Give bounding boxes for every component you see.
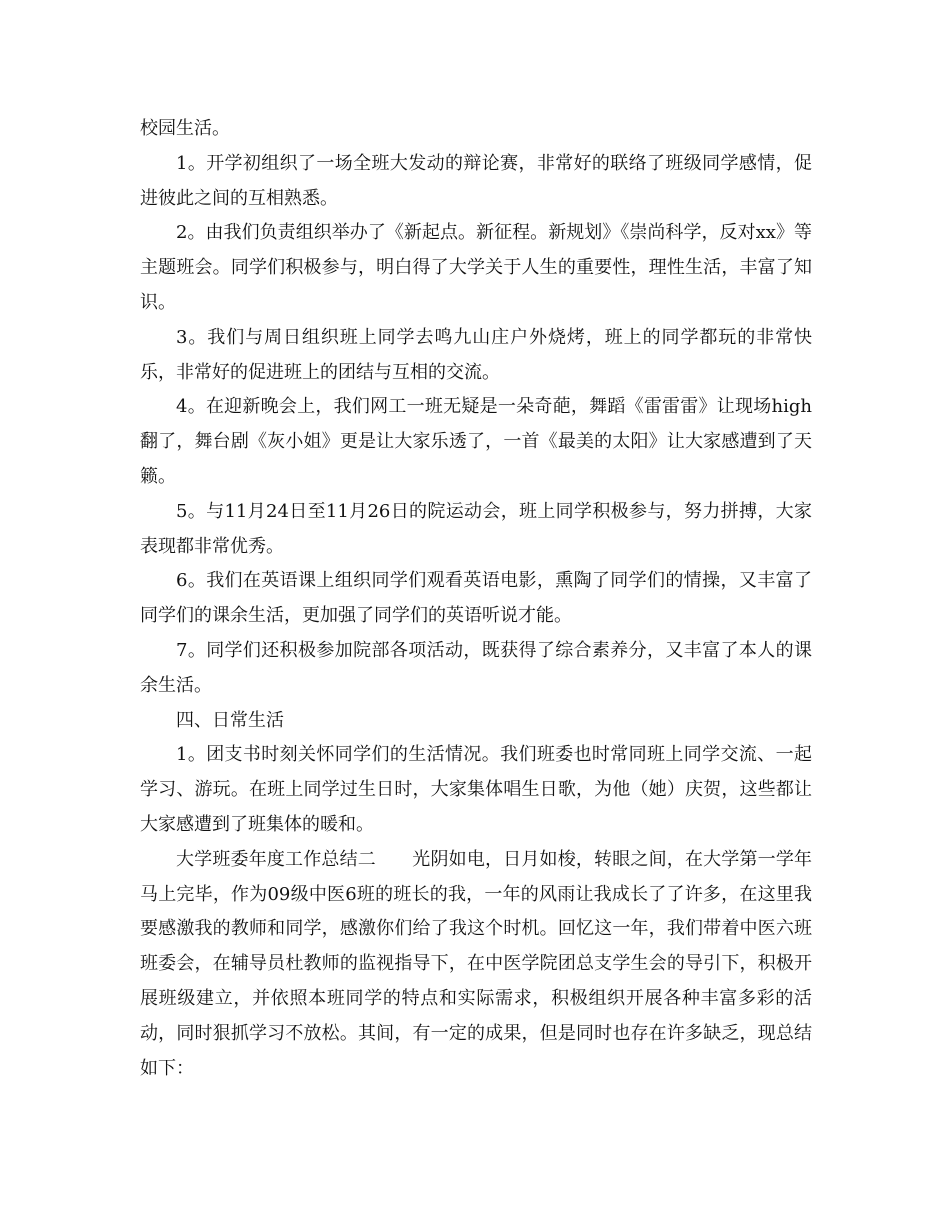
paragraph-item-6-english: 6。我们在英语课上组织同学们观看英语电影，熏陶了同学们的情操，又丰富了同学们的课余生活，更加强了同学们的英语听说才能。 [140,570,812,627]
paragraph-item-3-barbecue: 3。我们与周日组织班上同学去鸣九山庄户外烧烤，班上的同学都玩的非常快乐，非常好的促进班上的团结与互相的交流。 [140,326,812,383]
document-body [140,112,812,1086]
section-heading-daily-life: 四、日常生活 [176,709,284,731]
paragraph-summary-two: 大学班委年度工作总结二 光阴如电，日月如梭，转眼之间，在大学第一学年马上完毕，作为09级中医6班的班长的我，一年的风雨让我成长了了许多，在这里我要感激我的教师和同学，感激你们给了我这个时机。回忆这一年，我们带着中医六班班委会，在辅导员杜教师的监视指导下，在中医学院团总支学生会的导引下，积极开展班级建立，并依照本班同学的特点和实际需求，积极组织开展各种丰富多彩的活动，同时狠抓学习不放松。其间，有一定的成果，但是同时也存在许多缺乏，现总结如下： [140,848,812,1079]
paragraph-item-4-party: 4。在迎新晚会上，我们网工一班无疑是一朵奇葩，舞蹈《雷雷雷》让现场high翻了，舞台剧《灰小姐》更是让大家乐透了，一首《最美的太阳》让大家感遭到了天籁。 [140,396,812,487]
paragraph-item-5-sports: 5。与11月24日至11月26日的院运动会，班上同学积极参与，努力拼搏，大家表现都非常优秀。 [140,500,812,557]
paragraph-campus-life-end: 校园生活。 [140,118,230,139]
paragraph-item-1-debate: 1。开学初组织了一场全班大发动的辩论赛，非常好的联络了班级同学感情，促进彼此之间的互相熟悉。 [140,152,812,209]
paragraph-item-7-activities: 7。同学们还积极参加院部各项活动，既获得了综合素养分，又丰富了本人的课余生活。 [140,639,812,696]
paragraph-daily-item-1: 1。团支书时刻关怀同学们的生活情况。我们班委也时常同班上同学交流、一起学习、游玩。在班上同学过生日时，大家集体唱生日歌，为他（她）庆贺，这些都让大家感遭到了班集体的暖和。 [140,744,812,835]
paragraph-item-2-class-meeting: 2。由我们负责组织举办了《新起点。新征程。新规划》《崇尚科学，反对xx》等主题班会。同学们积极参与，明白得了大学关于人生的重要性，理性生活，丰富了知识。 [140,222,812,313]
